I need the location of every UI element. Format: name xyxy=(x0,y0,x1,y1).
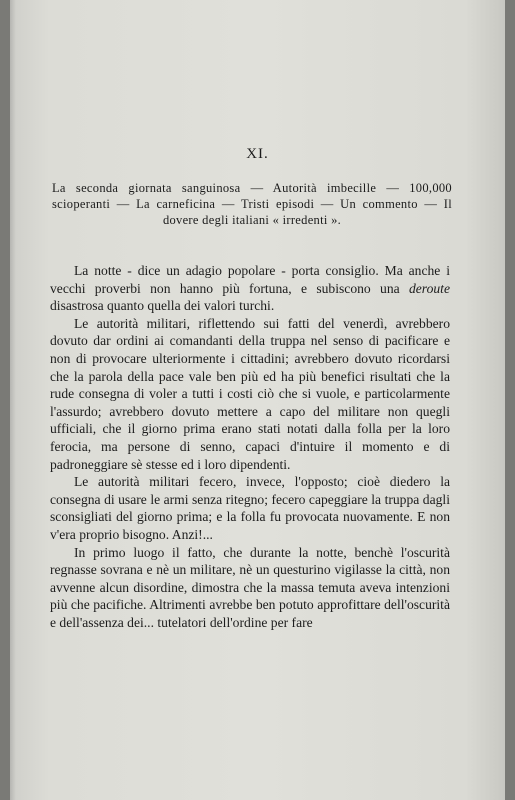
paragraph: In primo luogo il fatto, che durante la notte, benchè l'oscurità regnasse sovrana e nè un militare, nè un questurino vigilasse la città, non avvenne alcun disordine, dimostra che la massa temuta aveva intenzioni più che pacifiche. Altrimenti avrebbe ben potuto approfittare dell'oscurità e dell'assenza dei... tutelatori dell'ordine per fare xyxy=(50,544,450,630)
book-page xyxy=(10,0,505,800)
paragraph: Le autorità militari, riflettendo sui fatti del venerdì, avrebbero dovuto dar ordini ai comandanti della truppa nel senso di pacificare e non di provocare ulteriormente i cittadini; avrebbero dovuto ricordarsi che la parola della pace vale ben più ed ha più benefici risultati che la rude consegna di voler a tutti i costi ciò che si vuole, e particolarmente l'assurdo; avrebbero dovuto mettere a capo del militare non quegli ufficiali, che il giorno prima erano stati notati dalla folla per la loro ferocia, ma persone di senno, capaci d'intuire il momento e di padroneggiare sè stesse ed i loro dipendenti. xyxy=(50,315,450,472)
paragraph-text: disastrosa quanto quella dei valori turchi. xyxy=(50,298,275,314)
paragraph-text: La notte - dice un adagio popolare - porta consiglio. Ma anche i vecchi proverbi non hanno più fortuna, e subiscono una xyxy=(50,263,450,296)
body-text xyxy=(50,262,450,631)
chapter-number: XI. xyxy=(246,146,269,162)
page-edge-shadow xyxy=(10,0,16,800)
paragraph xyxy=(50,262,450,315)
paragraph: Le autorità militari fecero, invece, l'opposto; cioè diedero la consegna di usare le armi senza ritegno; fecero capeggiare la truppa dagli sconsigliati del giorno prima; e la folla fu provocata nuovamente. E non v'era proprio bisogno. Anzi!... xyxy=(50,474,450,542)
chapter-summary: La seconda giornata sanguinosa — Autorità imbecille — 100,000 scioperanti — La carneficina — Tristi episodi — Un commento — Il dovere degli italiani « irredenti ». xyxy=(52,181,452,227)
italic-word: deroute xyxy=(408,280,450,296)
